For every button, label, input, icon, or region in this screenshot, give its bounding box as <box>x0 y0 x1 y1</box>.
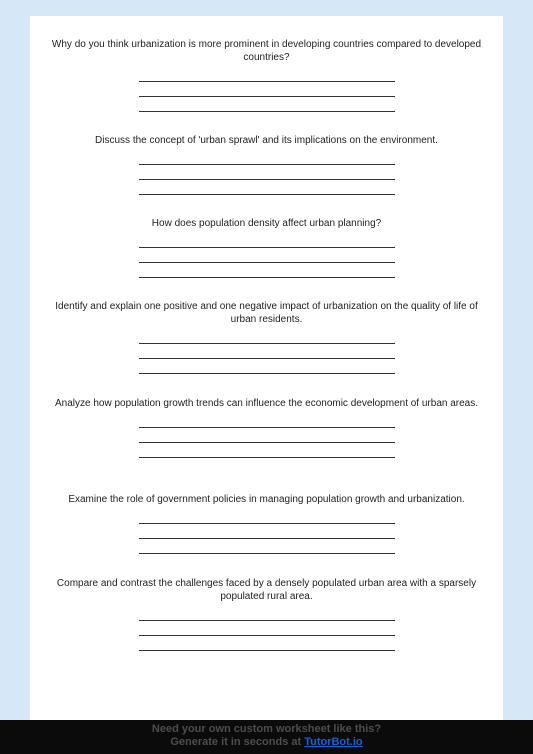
answer-lines <box>30 606 503 651</box>
answer-line[interactable] <box>139 329 395 344</box>
question-block <box>30 493 503 554</box>
answer-line[interactable] <box>139 621 395 636</box>
answer-line[interactable] <box>139 539 395 554</box>
question-text: Why do you think urbanization is more prominent in developing countries compared to developed countries? <box>51 39 482 63</box>
answer-lines <box>30 329 503 374</box>
answer-line[interactable] <box>139 359 395 374</box>
answer-line[interactable] <box>139 180 395 195</box>
question-block <box>30 300 503 374</box>
answer-line[interactable] <box>139 428 395 443</box>
answer-line[interactable] <box>139 344 395 359</box>
answer-line[interactable] <box>139 82 395 97</box>
answer-line[interactable] <box>139 606 395 621</box>
answer-line[interactable] <box>139 248 395 263</box>
answer-line[interactable] <box>139 524 395 539</box>
question-block <box>30 397 503 458</box>
answer-line[interactable] <box>139 97 395 112</box>
answer-lines <box>30 413 503 458</box>
question-text: How does population density affect urban planning? <box>151 218 382 229</box>
answer-line[interactable] <box>139 233 395 248</box>
answer-lines <box>30 509 503 554</box>
question-text: Analyze how population growth trends can influence the economic development of urban areas. <box>54 398 479 409</box>
answer-lines <box>30 150 503 195</box>
question-block <box>30 134 503 195</box>
answer-line[interactable] <box>139 150 395 165</box>
question-text: Identify and explain one positive and one negative impact of urbanization on the quality of life of urban residents. <box>55 301 478 325</box>
promo-line-1: Need your own custom worksheet like this? <box>151 723 382 735</box>
answer-line[interactable] <box>139 443 395 458</box>
worksheet-page <box>30 16 503 720</box>
promo-prefix: Generate it in seconds at <box>170 736 305 748</box>
answer-lines <box>30 67 503 112</box>
answer-line[interactable] <box>139 509 395 524</box>
answer-line[interactable] <box>139 413 395 428</box>
question-text: Examine the role of government policies in managing population growth and urbanization. <box>68 494 465 505</box>
promo-line-2 <box>0 736 533 749</box>
question-block <box>30 577 503 651</box>
question-block <box>30 38 503 112</box>
answer-line[interactable] <box>139 67 395 82</box>
question-text: Discuss the concept of 'urban sprawl' and its implications on the environment. <box>95 135 438 146</box>
promo-footer <box>0 720 533 754</box>
answer-line[interactable] <box>139 636 395 651</box>
question-block <box>30 217 503 278</box>
question-text: Compare and contrast the challenges faced by a densely populated urban area with a sparsely populated rural area. <box>56 578 477 602</box>
tutorbot-link[interactable]: TutorBot.io <box>304 736 363 748</box>
answer-line[interactable] <box>139 165 395 180</box>
answer-line[interactable] <box>139 263 395 278</box>
answer-lines <box>30 233 503 278</box>
